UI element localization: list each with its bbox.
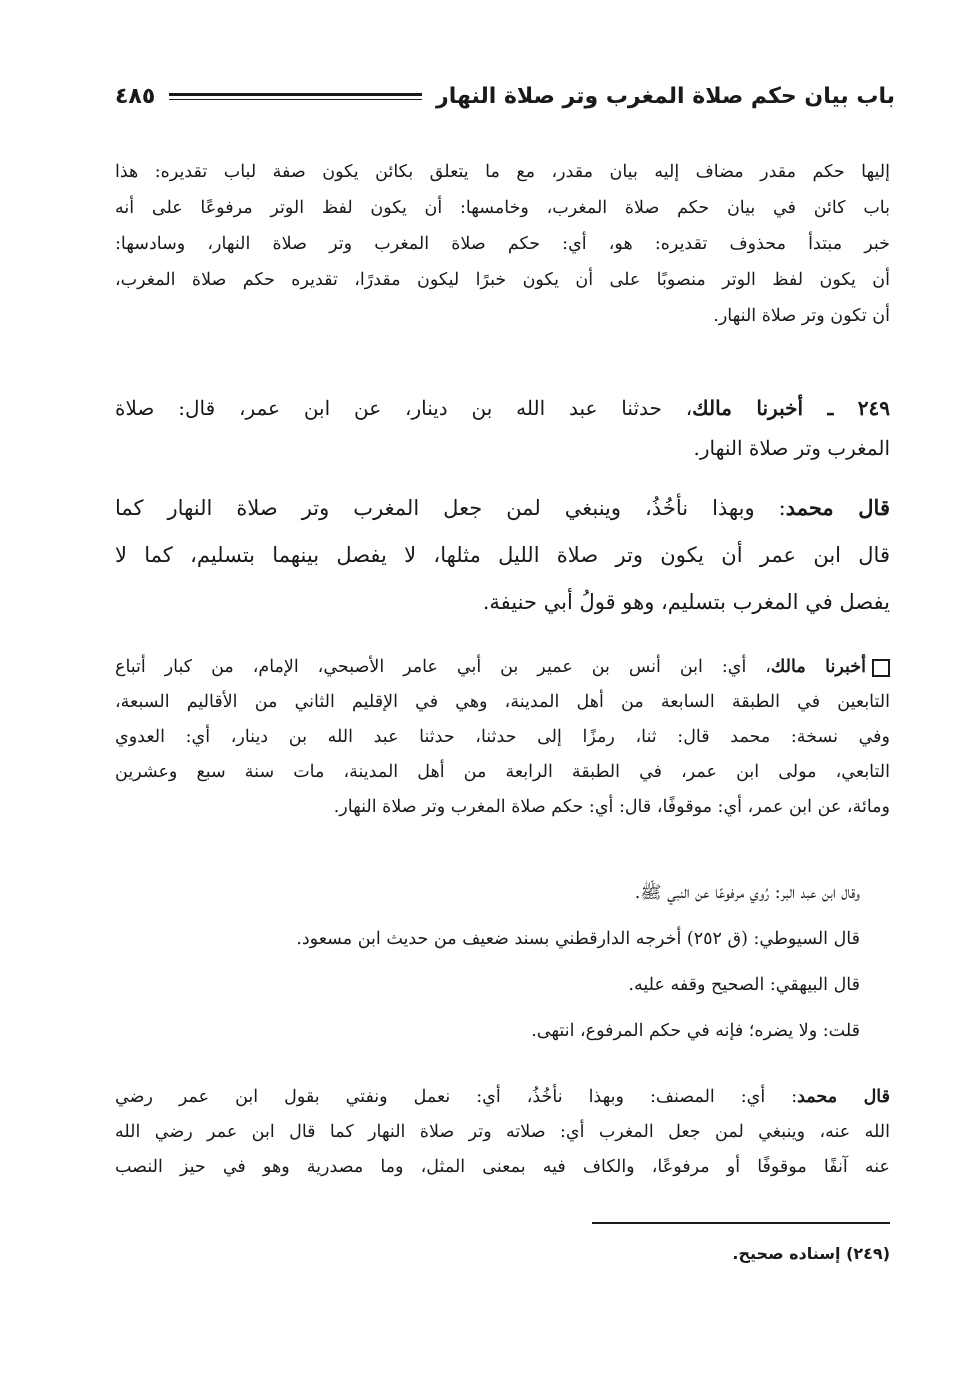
statement-line: يفصل في المغرب بتسليم، وهو قولُ أبي حنيفة. (482, 590, 890, 614)
hadith-text: ، حدثنا عبد الله بن دينار، عن ابن عمر، قال: صلاة (115, 396, 693, 420)
final-lead: قال محمد (797, 1087, 890, 1107)
intro-line: أن يكون لفظ الوتر منصوبًا على أن يكون خبرًا ليكون مقدرًا، تقديره حكم صلاة المغرب، (115, 270, 890, 290)
footnote-rule (592, 1222, 890, 1224)
quote-line: قال البيهقي: الصحيح وقفه عليه. (628, 975, 860, 995)
final-text: : أي: المصنف: وبهذا نأخُذُ، أي: نعمل ونفتي بقول ابن عمر رضي (115, 1087, 798, 1107)
intro-line: خبر مبتدأ محذوف تقديره: هو، أي: حكم صلاة المغرب وتر صلاة النهار، وسادسها: (115, 234, 890, 254)
commentary-line (115, 650, 890, 685)
statement-text: : وبهذا نأخُذُ، وينبغي لمن جعل المغرب وتر صلاة النهار كما (115, 496, 786, 520)
footnote: (٢٤٩) إسناده صحيح. (732, 1244, 890, 1263)
commentary-line: وفي نسخة: محمد قال: ثنا، رمزًا إلى حدثنا، حدثنا عبد الله بن دينار، أي: العدوي (115, 727, 890, 747)
hadith-paragraph (115, 388, 890, 468)
quote-line: وقال ابن عبد البر: رُوي مرفوعًا عن النبي ﷺ. (634, 883, 860, 903)
final-commentary (115, 1080, 890, 1185)
intro-line: باب كائن في بيان حكم صلاة المغرب، وخامسها: أن يكون لفظ الوتر مرفوعًا على أنه (115, 198, 890, 218)
page-number: ٤٨٥ (115, 83, 156, 109)
header-rule (169, 93, 422, 100)
intro-line: أن تكون وتر صلاة النهار. (713, 306, 890, 326)
hadith-line (115, 388, 890, 428)
quote-line: قال السيوطي: (ق ٢٥٢) أخرجه الدارقطني بسند ضعيف من حديث ابن مسعود. (296, 929, 860, 949)
commentary-lead: أخبرنا مالك (770, 657, 866, 677)
quotes-block (115, 870, 890, 1054)
final-line (115, 1080, 890, 1115)
hadith-number: ٢٤٩ ـ أخبرنا مالك (692, 396, 890, 420)
intro-paragraph (115, 154, 890, 334)
running-title: باب بيان حكم صلاة المغرب وتر صلاة النهار (436, 83, 895, 109)
final-line: عنه آنفًا موقوفًا أو مرفوعًا، والكاف فيه بمعنى المثل، وما مصدرية وهو في حيز النصب (115, 1157, 890, 1177)
commentary-line: ومائة، عن ابن عمر، أي: موقوفًا، قال: أي: حكم صلاة المغرب وتر صلاة النهار. (333, 797, 890, 817)
statement-line (115, 484, 890, 532)
commentary (115, 650, 890, 825)
commentary-line: التابعين في الطبقة السابعة من أهل المدينة، وهي في الإقليم الثاني من الأقاليم السبعة، (115, 692, 890, 712)
page-header (115, 72, 895, 120)
muhammad-statement (115, 484, 890, 626)
intro-line: إليها حكم مقدر مضاف إليه بيان مقدر، مع ما يتعلق بكائن يكون صفة لباب تقديره: هذا (115, 162, 890, 182)
quote-line: قلت: ولا يضره؛ فإنه في حكم المرفوع، انتهى. (531, 1021, 860, 1041)
square-marker-icon (872, 659, 890, 677)
final-line: الله عنه، وينبغي لمن جعل المغرب أي: صلاته وتر صلاة النهار كما قال ابن عمر رضي الله (115, 1122, 890, 1142)
commentary-line: التابعي، مولى ابن عمر، في الطبقة الرابعة من أهل المدينة، مات سنة سبع وعشرين (115, 762, 890, 782)
statement-lead: قال محمد (785, 495, 890, 520)
commentary-text: ، أي: ابن أنس بن عمير بن أبي عامر الأصبحي، الإمام، من كبار أتباع (115, 657, 771, 677)
statement-line: قال ابن عمر أن يكون وتر صلاة الليل مثلها، لا يفصل بينهما بتسليم، كما لا (115, 543, 890, 567)
hadith-line: المغرب وتر صلاة النهار. (693, 436, 890, 460)
